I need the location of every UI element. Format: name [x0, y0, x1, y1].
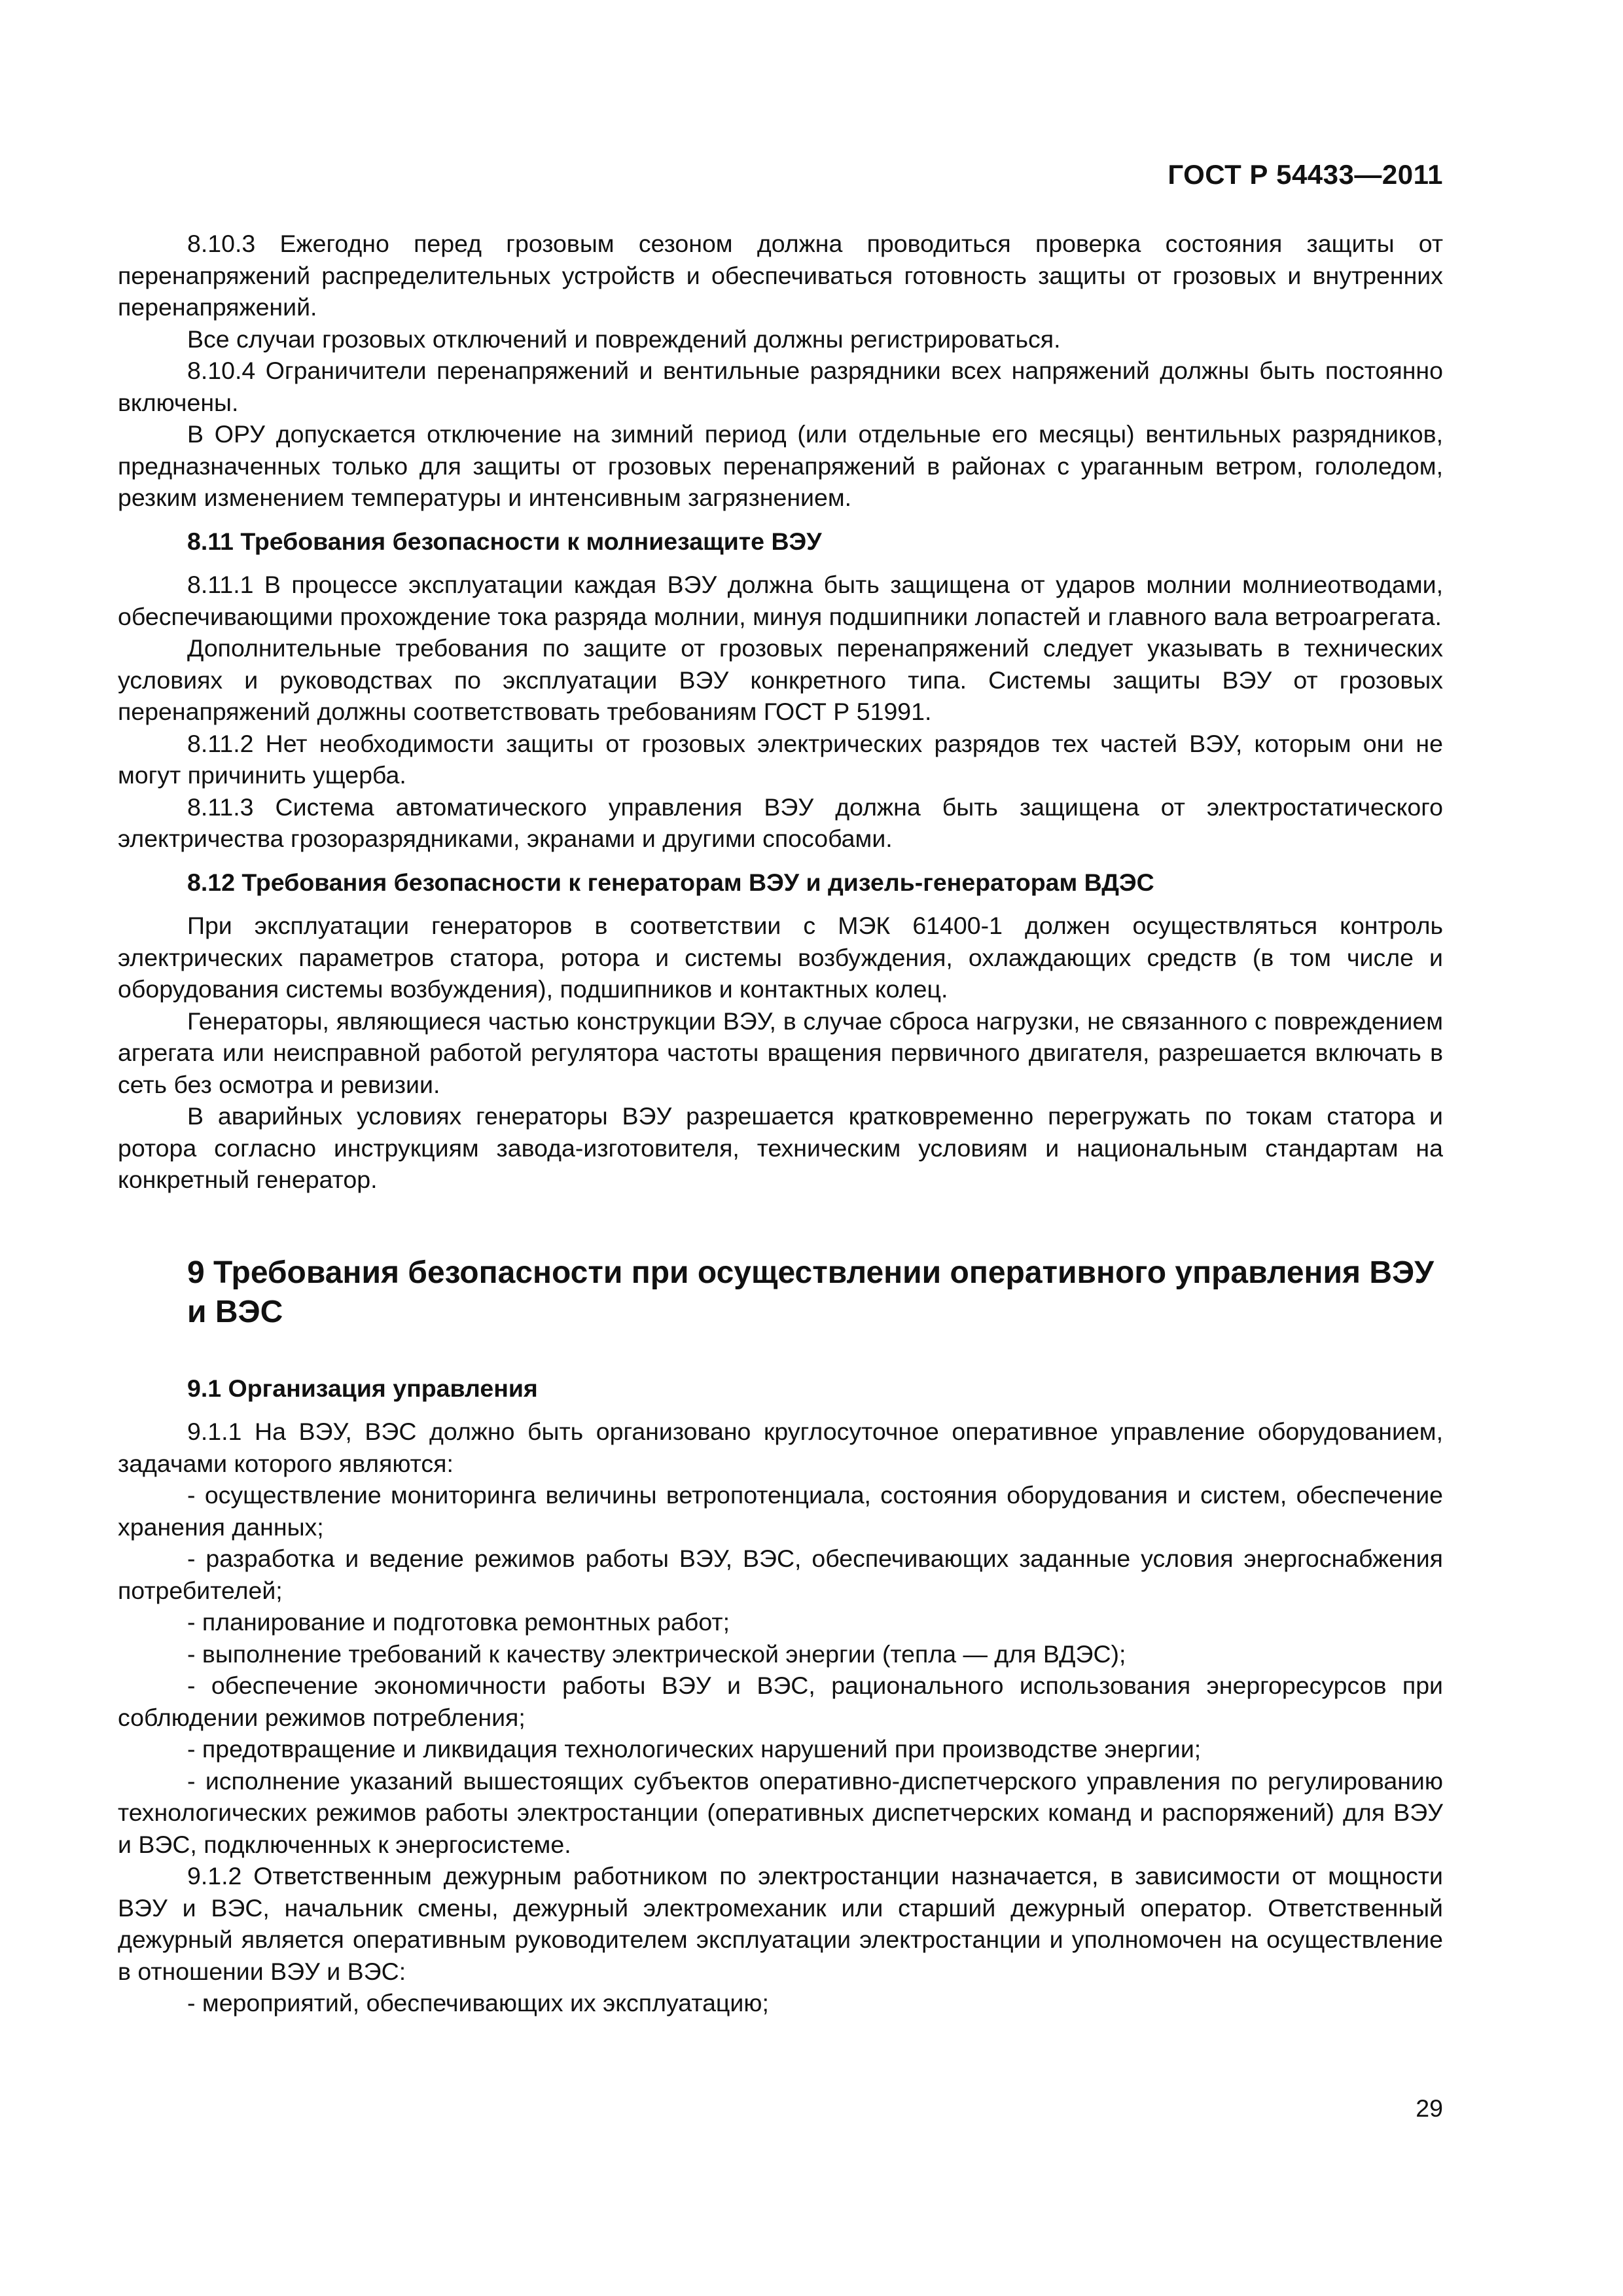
paragraph: Генераторы, являющиеся частью конструкции ВЭУ, в случае сброса нагрузки, не связанного с повреждением агрегата или неисправной работой регулятора частоты вращения первичного двигателя, разрешается включать в сеть без осмотра и ревизии. — [118, 1007, 1443, 1098]
list-item: - предотвращение и ликвидация технологических нарушений при производстве энергии; — [187, 1735, 1202, 1763]
paragraph-8-10-3: 8.10.3 Ежегодно перед грозовым сезоном должна проводиться проверка состояния защиты от перенапряжений распределительных устройств и обеспечиваться готовность защиты от грозовых и внутренних перенапряжений. — [118, 230, 1443, 321]
paragraph-9-1-2: 9.1.2 Ответственным дежурным работником по электростанции назначается, в зависимости от мощности ВЭУ и ВЭС, начальник смены, дежурный электромеханик или старший дежурный оператор. Ответственный дежурный является оперативным руководителем эксплуатации электростанции и уполномочен на осуществление в отношении ВЭУ и ВЭС: — [118, 1862, 1443, 1985]
chapter-heading-9: 9 Требования безопасности при осуществлении оперативного управления ВЭУ и ВЭС — [187, 1255, 1435, 1329]
paragraph-8-11-2: 8.11.2 Нет необходимости защиты от грозовых электрических разрядов тех частей ВЭУ, которым они не могут причинить ущерба. — [118, 729, 1443, 789]
section-heading-9-1: 9.1 Организация управления — [187, 1374, 538, 1402]
section-heading-8-12: 8.12 Требования безопасности к генераторам ВЭУ и дизель-генераторам ВДЭС — [187, 868, 1154, 896]
paragraph: Дополнительные требования по защите от грозовых перенапряжений следует указывать в технических условиях и руководствах по эксплуатации ВЭУ конкретного типа. Системы защиты ВЭУ от грозовых перенапряжений должны соответствовать требованиям ГОСТ Р 51991. — [118, 634, 1443, 725]
list-item: - мероприятий, обеспечивающих их эксплуатацию; — [187, 1989, 769, 2017]
paragraph-8-11-3: 8.11.3 Система автоматического управления ВЭУ должна быть защищена от электростатического электричества грозоразрядниками, экранами и другими способами. — [118, 793, 1443, 852]
paragraph-9-1-1: 9.1.1 На ВЭУ, ВЭС должно быть организовано круглосуточное оперативное управление оборудованием, задачами которого являются: — [118, 1418, 1443, 1477]
paragraph: В ОРУ допускается отключение на зимний период (или отдельные его месяцы) вентильных разрядников, предназначенных только для защиты от грозовых перенапряжений в районах с ураганным ветром, гололедом, резким изменением температуры и интенсивным загрязнением. — [118, 420, 1443, 511]
list-item: - разработка и ведение режимов работы ВЭУ, ВЭС, обеспечивающих заданные условия энергоснабжения потребителей; — [118, 1545, 1443, 1604]
list-item: - выполнение требований к качеству электрической энергии (тепла — для ВДЭС); — [187, 1640, 1126, 1668]
paragraph-8-10-4: 8.10.4 Ограничители перенапряжений и вентильные разрядники всех напряжений должны быть постоянно включены. — [118, 357, 1443, 416]
list-item: - осуществление мониторинга величины ветропотенциала, состояния оборудования и систем, обеспечение хранения данных; — [118, 1481, 1443, 1541]
section-heading-8-11: 8.11 Требования безопасности к молниезащите ВЭУ — [187, 527, 822, 555]
list-item: - обеспечение экономичности работы ВЭУ и ВЭС, рационального использования энергоресурсов при соблюдении режимов потребления; — [118, 1672, 1443, 1731]
paragraph-8-11-1: 8.11.1 В процессе эксплуатации каждая ВЭУ должна быть защищена от ударов молнии молниеотводами, обеспечивающими прохождение тока разряда молнии, минуя подшипники лопастей и главного вала ветроагрегата. — [118, 571, 1443, 630]
paragraph: В аварийных условиях генераторы ВЭУ разрешается кратковременно перегружать по токам статора и ротора согласно инструкциям завода-изготовителя, техническим условиям и национальным стандартам на конкретный генератор. — [118, 1102, 1443, 1193]
document-body — [118, 228, 1443, 2019]
paragraph: При эксплуатации генераторов в соответствии с МЭК 61400-1 должен осуществляться контроль электрических параметров статора, ротора и системы возбуждения, охлаждающих средств (в том числе и оборудования системы возбуждения), подшипников и контактных колец. — [118, 912, 1443, 1003]
list-item: - планирование и подготовка ремонтных работ; — [187, 1608, 730, 1636]
page-number: 29 — [1416, 2094, 1443, 2122]
list-item: - исполнение указаний вышестоящих субъектов оперативно-диспетчерского управления по регулированию технологических режимов работы электростанции (оперативных диспетчерских команд и распоряжений) для ВЭУ и ВЭС, подключенных к энергосистеме. — [118, 1767, 1443, 1858]
standard-designation: ГОСТ Р 54433—2011 — [1168, 159, 1443, 190]
paragraph: Все случаи грозовых отключений и повреждений должны регистрироваться. — [187, 325, 1061, 353]
